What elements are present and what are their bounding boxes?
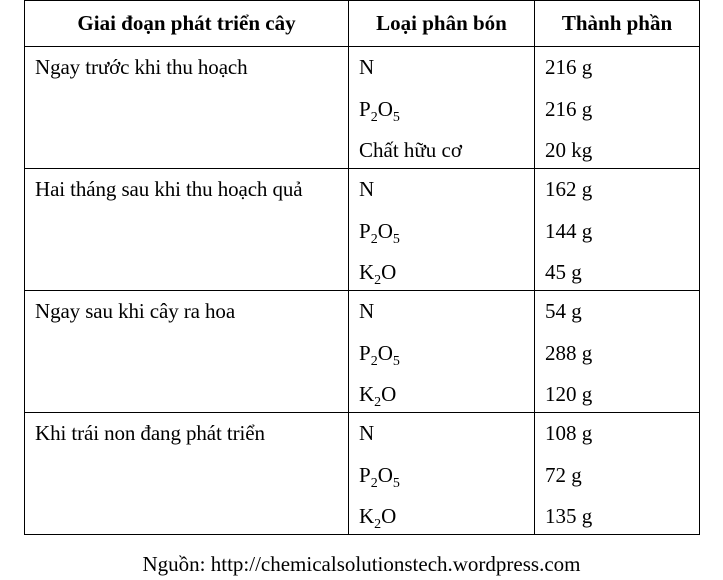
amount-value: 144 g (545, 218, 593, 243)
table-row (25, 169, 700, 291)
formula-part: K (359, 382, 375, 406)
amount-value: 216 g (545, 55, 593, 79)
source-caption: Nguồn: http://chemicalsolutionstech.wordpress.com (142, 552, 581, 576)
fertilizer-type (359, 51, 524, 93)
formula-subscript: 2 (370, 353, 378, 369)
amount-value: 54 g (545, 299, 582, 323)
formula-part: N (359, 421, 375, 445)
formula-subscript: 5 (392, 109, 400, 125)
formula-subscript: 2 (374, 517, 382, 532)
stage-cell (25, 47, 349, 169)
fertilizer-type (359, 337, 524, 379)
amount-cell (535, 413, 700, 535)
stage-cell (25, 169, 349, 291)
formula-part: O (377, 462, 393, 487)
formula-subscript: 2 (370, 109, 378, 125)
stage-cell (25, 413, 349, 535)
formula-subscript: 2 (370, 475, 378, 491)
header-stage: Giai đoạn phát triển cây (25, 1, 349, 47)
fertilizer-type (359, 417, 524, 459)
formula-part: O (381, 504, 397, 528)
table-row (25, 47, 700, 169)
fertilizer-type-cell (349, 47, 535, 169)
amount-value: 216 g (545, 96, 593, 121)
stage-cell (25, 291, 349, 413)
table-row (25, 413, 700, 535)
stage-label: Ngay sau khi cây ra hoa (35, 299, 236, 323)
formula-subscript: 5 (392, 231, 400, 247)
formula-part: P (359, 218, 371, 243)
formula-part: O (377, 96, 393, 121)
formula-part: P (359, 96, 371, 121)
formula-part: O (381, 260, 397, 284)
fertilizer-type (359, 459, 524, 501)
amount-value: 45 g (545, 260, 582, 284)
fertilizer-type (359, 93, 524, 135)
formula-part: N (359, 299, 375, 323)
formula-part: O (381, 382, 397, 406)
formula-subscript: 5 (392, 475, 400, 491)
table-row (25, 291, 700, 413)
table-body (25, 47, 700, 535)
header-fertilizer-type: Loại phân bón (349, 1, 535, 47)
header-amount: Thành phần (535, 1, 700, 47)
stage-label: Hai tháng sau khi thu hoạch quả (35, 177, 303, 201)
formula-part: Chất hữu cơ (359, 138, 462, 162)
formula-part: N (359, 177, 375, 201)
formula-part: O (377, 340, 393, 365)
fertilizer-type-cell (349, 291, 535, 413)
amount-value: 72 g (545, 462, 582, 487)
fertilizer-type (359, 500, 524, 542)
formula-part: K (359, 260, 375, 284)
formula-part: N (359, 55, 375, 79)
amount-value: 108 g (545, 421, 593, 445)
formula-subscript: 2 (374, 273, 382, 288)
fertilizer-table (24, 0, 700, 535)
formula-subscript: 2 (374, 395, 382, 410)
fertilizer-type (359, 215, 524, 257)
formula-part: K (359, 504, 375, 528)
stage-label: Ngay trước khi thu hoạch (35, 55, 248, 79)
fertilizer-type-cell (349, 413, 535, 535)
formula-part: O (377, 218, 393, 243)
formula-subscript: 2 (370, 231, 378, 247)
header-row (25, 1, 700, 47)
stage-label: Khi trái non đang phát triển (35, 421, 265, 445)
amount-value: 162 g (545, 177, 593, 201)
amount-value: 135 g (545, 504, 593, 528)
amount-value: 288 g (545, 340, 593, 365)
fertilizer-type (359, 295, 524, 337)
formula-subscript: 5 (392, 353, 400, 369)
amount-cell (535, 47, 700, 169)
formula-part: P (359, 462, 371, 487)
fertilizer-type (359, 173, 524, 215)
amount-cell (535, 291, 700, 413)
amount-value: 120 g (545, 382, 593, 406)
formula-part: P (359, 340, 371, 365)
fertilizer-type-cell (349, 169, 535, 291)
amount-value: 20 kg (545, 138, 593, 162)
amount-cell (535, 169, 700, 291)
